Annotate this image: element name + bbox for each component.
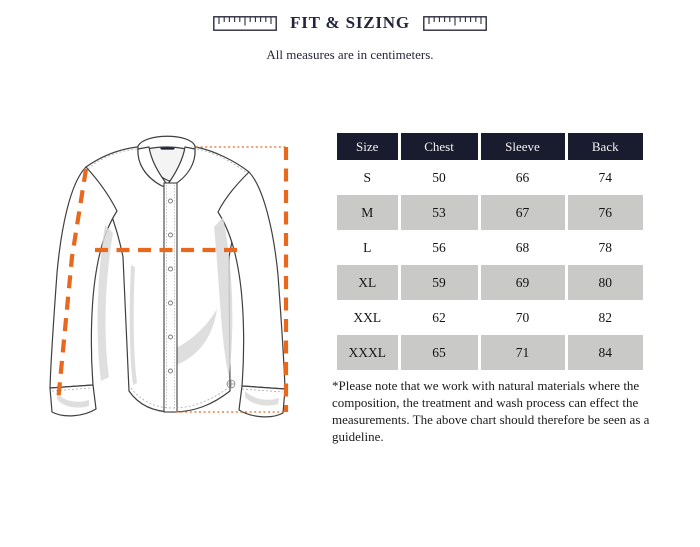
- chest-cell: 65: [399, 335, 479, 370]
- column-header-chest: Chest: [399, 133, 479, 160]
- table-row: [337, 335, 643, 370]
- back-cell: 80: [566, 265, 643, 300]
- table-header-row: [337, 133, 643, 160]
- back-cell: 82: [566, 300, 643, 335]
- table-row: [337, 195, 643, 230]
- sleeve-cell: 68: [479, 230, 566, 265]
- sleeve-cell: 71: [479, 335, 566, 370]
- column-header-back: Back: [566, 133, 643, 160]
- chest-cell: 53: [399, 195, 479, 230]
- back-cell: 78: [566, 230, 643, 265]
- page-header: [0, 13, 700, 33]
- disclaimer-line: *Please note that we work with natural materials where the: [332, 378, 640, 393]
- logo-emblem: [227, 380, 235, 388]
- chest-cell: 50: [399, 160, 479, 195]
- chest-cell: 56: [399, 230, 479, 265]
- disclaimer-line: measurements. The above chart should therefore be seen as a: [332, 412, 650, 427]
- chest-cell: 62: [399, 300, 479, 335]
- shirt-measurement-diagram: [45, 105, 305, 475]
- size-cell: L: [363, 239, 372, 255]
- back-cell: 76: [566, 195, 643, 230]
- ruler-icon: [213, 16, 277, 31]
- size-table-container: [337, 133, 643, 370]
- size-cell: XXL: [353, 309, 382, 325]
- table-row: [337, 300, 643, 335]
- size-cell: M: [337, 195, 399, 230]
- column-header-size: Size: [337, 133, 399, 160]
- back-cell: 74: [566, 160, 643, 195]
- disclaimer-note: [332, 377, 684, 445]
- size-cell: S: [363, 169, 371, 185]
- sleeve-cell: 69: [479, 265, 566, 300]
- sleeve-cell: 66: [479, 160, 566, 195]
- table-row: [337, 230, 643, 265]
- page-title: FIT & SIZING: [290, 13, 410, 32]
- sleeve-cell: 70: [479, 300, 566, 335]
- size-cell: XXXL: [337, 335, 399, 370]
- disclaimer-line: composition, the treatment and wash process can effect the: [332, 395, 639, 410]
- units-subtitle: All measures are in centimeters.: [266, 47, 434, 62]
- size-table: [337, 133, 643, 370]
- size-cell: XL: [337, 265, 399, 300]
- ruler-icon: [423, 16, 487, 31]
- back-cell: 84: [566, 335, 643, 370]
- disclaimer-line: guideline.: [332, 429, 384, 444]
- sleeve-cell: 67: [479, 195, 566, 230]
- table-row: [337, 160, 643, 195]
- column-header-sleeve: Sleeve: [479, 133, 566, 160]
- button-placket: [164, 183, 177, 412]
- table-row: [337, 265, 643, 300]
- chest-cell: 59: [399, 265, 479, 300]
